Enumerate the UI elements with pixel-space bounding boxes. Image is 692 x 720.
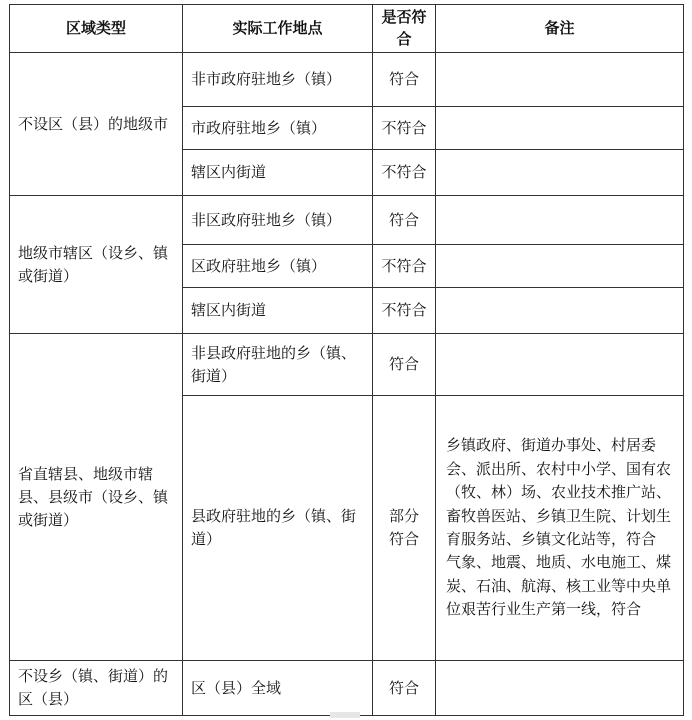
header-region-type: 区域类型: [10, 5, 183, 53]
header-work-location: 实际工作地点: [183, 5, 373, 53]
status-cell: 符合: [373, 196, 436, 245]
status-cell: 符合: [373, 53, 436, 107]
note-cell: [436, 107, 684, 150]
region-cell: 省直辖县、地级市辖县、县级市（设乡、镇或街道）: [10, 334, 183, 661]
place-cell: 辖区内街道: [183, 150, 373, 196]
note-cell: [436, 334, 684, 396]
table-row: [10, 53, 684, 107]
eligibility-table: [9, 4, 684, 716]
header-eligible: 是否符合: [373, 5, 436, 53]
status-cell: 部分符合: [373, 396, 436, 661]
place-cell: 非县政府驻地的乡（镇、街道）: [183, 334, 373, 396]
status-cell: 不符合: [373, 245, 436, 288]
place-cell: 市政府驻地乡（镇）: [183, 107, 373, 150]
region-cell: 地级市辖区（设乡、镇或街道）: [10, 196, 183, 334]
status-cell: 符合: [373, 661, 436, 716]
place-cell: 辖区内街道: [183, 288, 373, 334]
note-cell: [436, 661, 684, 716]
header-row: [10, 5, 684, 53]
place-cell: 非市政府驻地乡（镇）: [183, 53, 373, 107]
note-paragraph: 乡镇政府、街道办事处、村居委会、派出所、农村中小学、国有农（牧、林）场、农业技术推广站、畜牧兽医站、乡镇卫生院、计划生育服务站、乡镇文化站等，符合: [446, 436, 672, 548]
status-cell: 不符合: [373, 107, 436, 150]
status-cell: 符合: [373, 334, 436, 396]
place-cell: 区政府驻地乡（镇）: [183, 245, 373, 288]
place-cell: 非区政府驻地乡（镇）: [183, 196, 373, 245]
note-cell: [436, 53, 684, 107]
header-remarks: 备注: [436, 5, 684, 53]
table-row: [10, 334, 684, 396]
status-cell: 不符合: [373, 288, 436, 334]
place-cell: 区（县）全域: [183, 661, 373, 716]
page-footer-mark: [330, 712, 360, 718]
table-row: [10, 196, 684, 245]
region-cell: 不设区（县）的地级市: [10, 53, 183, 196]
note-cell: [436, 245, 684, 288]
region-cell: 不设乡（镇、街道）的区（县）: [10, 661, 183, 716]
place-cell: 县政府驻地的乡（镇、街道）: [183, 396, 373, 661]
note-cell: [436, 196, 684, 245]
note-cell: [436, 150, 684, 196]
table-row: [10, 661, 684, 716]
status-cell: 不符合: [373, 150, 436, 196]
note-cell: [436, 288, 684, 334]
note-cell: [436, 396, 684, 661]
note-paragraph: 气象、地震、地质、水电施工、煤炭、石油、航海、核工业等中央单位艰苦行业生产第一线，符合: [446, 553, 672, 619]
